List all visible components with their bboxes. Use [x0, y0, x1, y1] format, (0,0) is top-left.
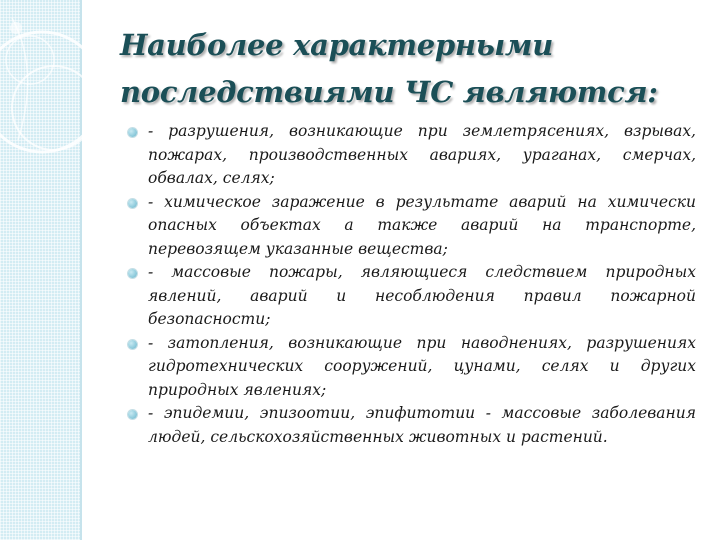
list-item-text: - химическое заражение в результате аварий на химически опасных объектах а также аварий на транспорте, перевозящем указанные вещества; [148, 192, 696, 258]
list-item-text: - затопления, возникающие при наводнениях, разрушениях гидротехнических сооружений, цунами, селях и других природных явлениях; [148, 333, 696, 399]
list-item-text: - разрушения, возникающие при землетрясениях, взрывах, пожарах, производственных авариях, ураганах, смерчах, обвалах, селях; [148, 122, 696, 187]
list-item [128, 261, 696, 332]
bullet-dot-icon [128, 199, 137, 208]
consequences-list [128, 120, 696, 449]
bullet-dot-icon [128, 269, 137, 278]
list-item [128, 120, 696, 191]
list-item [128, 402, 696, 449]
bullet-dot-icon [128, 340, 137, 349]
side-panel-edge [80, 0, 82, 540]
list-item [128, 191, 696, 262]
slide-title-line-1: Наиболее характерными [120, 28, 553, 62]
slide-title-line-2: последствиями ЧС являются: [120, 75, 658, 109]
list-item-text: - массовые пожары, являющиеся следствием природных явлений, аварий и несоблюдения правил пожарной безопасности; [148, 263, 696, 328]
bullet-dot-icon [128, 128, 137, 137]
decorative-side-panel [0, 0, 80, 540]
list-item [128, 332, 696, 403]
list-item-text: - эпидемии, эпизоотии, эпифитотии - массовые заболевания людей, сельскохозяйственных животных и растений. [148, 404, 696, 446]
slide-title [120, 22, 680, 116]
bullet-dot-icon [128, 410, 137, 419]
